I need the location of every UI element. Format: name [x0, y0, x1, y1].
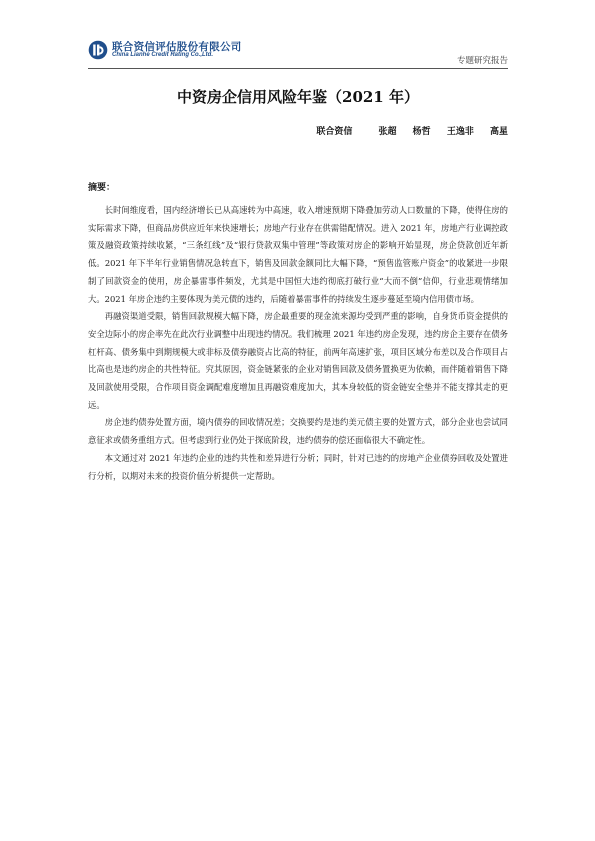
author-name: 张超 [378, 127, 397, 137]
company-logo-icon [88, 40, 108, 60]
author-name: 杨哲 [412, 127, 431, 137]
author-name: 王逸非 [446, 127, 474, 137]
abstract-paragraph: 本文通过对 2021 年违约企业的违约共性和差异进行分析；同时，针对已违约的房地产企业债券回收及处置进行分析，以期对未来的投资价值分析提供一定帮助。 [88, 452, 508, 481]
abstract-paragraph: 长时间维度看，国内经济增长已从高速转为中高速，收入增速预期下降叠加劳动人口数量的下降，使得住房的实际需求下降，但商品房供应近年来快速增长；房地产行业存在供需错配情况。进入 2021 年，房地产行业调控政策及融资政策持续收紧，“三条红线”及“银行贷款双集中管理”等政策对房企的影响开始显现，房企贷款创近年新低。2021 年下半年行业销售情况急转直下，销售及回款金额同比大幅下降，“预售监管账户资金”的收紧进一步限制了回款资金的使用，房企暴雷事件频发，尤其是中国恒大违约彻底打破行业“大而不倒”信仰，行业悲观情绪加大。2021 年房企违约主要体现为美元债的违约，后随着暴雷事件的持续发生逐步蔓延至境内信用债市场。 [88, 205, 508, 304]
page-header [88, 38, 508, 70]
document-title: 中资房企信用风险年鉴（2021 年） [177, 88, 419, 106]
header-divider [88, 68, 508, 69]
abstract-body [88, 202, 508, 485]
company-name-cn: 联合资信评估股份有限公司 [112, 41, 242, 53]
author-org: 联合资信 [316, 127, 353, 137]
report-type-label: 专题研究报告 [456, 56, 508, 66]
author-line [316, 124, 508, 137]
abstract-paragraph: 房企违约债券处置方面，境内债券的回收情况差；交换要约是违约美元债主要的处置方式，部分企业也尝试同意征求或债务重组方式。但考虑到行业仍处于探底阶段，违约债券的偿还面临很大不确定性。 [88, 417, 508, 446]
author-name: 高星 [489, 127, 508, 137]
abstract-paragraph: 再融资渠道受限，销售回款规模大幅下降，房企最重要的现金流来源均受到严重的影响，自身货币资金提供的安全边际小的房企率先在此次行业调整中出现违约情况。我们梳理 2021 年违约房企发现，违约房企主要存在债务杠杆高、债务集中到期规模大或非标及债券融资占比高的特征，前两年高速扩张，项目区域分布差以及合作项目占比高也是违约房企的共性特征。究其原因，资金链紧张的企业对销售回款及债务置换更为依赖，而伴随着销售下降及回款使用受限，合作项目资金调配难度增加且再融资难度加大，其本身较低的资金链安全垫并不能支撑其走的更远。 [88, 311, 508, 410]
abstract-heading: 摘要： [88, 183, 116, 193]
company-name-en: China Lianhe Credit Rating Co.,Ltd. [112, 52, 213, 58]
